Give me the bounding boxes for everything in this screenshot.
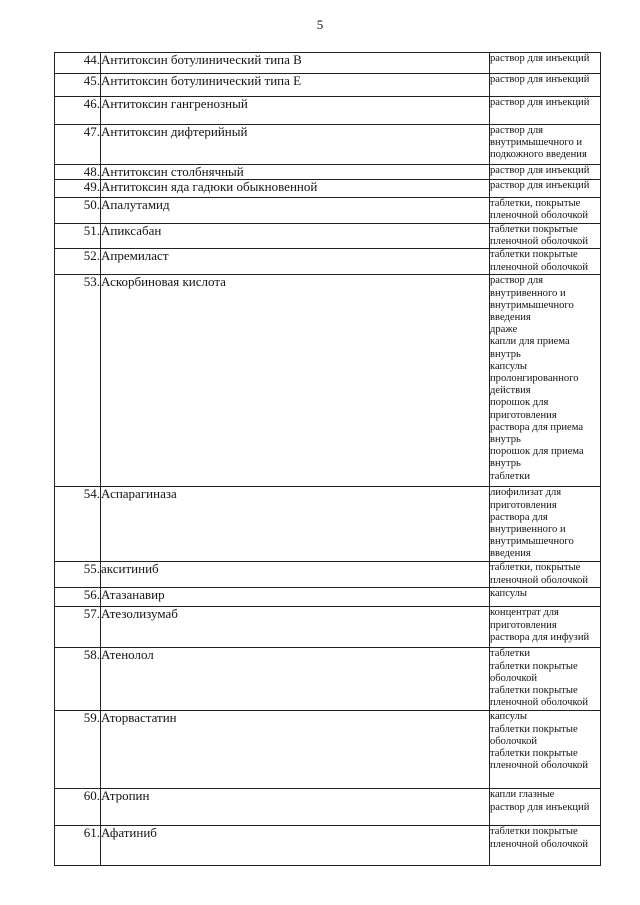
table-row xyxy=(55,125,601,165)
dosage-form: таблетки покрытые пленочной оболочкой xyxy=(490,748,589,772)
table-row xyxy=(55,648,601,711)
table-row xyxy=(55,53,601,74)
row-number: 55. xyxy=(55,562,101,588)
dosage-form: раствор для внутривенного и внутримышечного введения xyxy=(490,275,574,324)
dosage-form: концентрат для приготовления раствора для инфузий xyxy=(490,607,590,643)
drug-name: Антитоксин яда гадюки обыкновенной xyxy=(101,180,490,198)
drug-name: Атазанавир xyxy=(101,588,490,607)
dosage-forms-cell xyxy=(490,198,601,224)
table-row xyxy=(55,275,601,487)
table-row xyxy=(55,180,601,198)
dosage-form: раствор для инъекций xyxy=(490,801,590,813)
row-number: 51. xyxy=(55,224,101,249)
dosage-form: порошок для приема внутрь xyxy=(490,446,584,470)
row-number: 48. xyxy=(55,165,101,180)
table-row xyxy=(55,711,601,789)
dosage-form: драже xyxy=(490,324,518,336)
drug-name: Апиксабан xyxy=(101,224,490,249)
drug-name: Аспарагиназа xyxy=(101,487,490,562)
row-number: 60. xyxy=(55,789,101,826)
page-number: 5 xyxy=(316,17,324,32)
row-number: 58. xyxy=(55,648,101,711)
row-number: 49. xyxy=(55,180,101,198)
dosage-form: таблетки покрытые пленочной оболочкой xyxy=(490,685,589,709)
drug-name: Апалутамид xyxy=(101,198,490,224)
table-row xyxy=(55,607,601,648)
dosage-form: раствор для инъекций xyxy=(490,74,590,85)
drug-name: Аторвастатин xyxy=(101,711,490,789)
drug-name: Антитоксин ботулинический типа Е xyxy=(101,74,490,97)
table-row xyxy=(55,588,601,607)
drug-table xyxy=(54,52,601,866)
dosage-form: таблетки xyxy=(490,648,531,660)
dosage-form: раствор для инъекций xyxy=(490,97,590,108)
dosage-form: капсулы пролонгированного действия xyxy=(490,360,579,397)
drug-name: Атропин xyxy=(101,789,490,826)
dosage-form: таблетки покрытые пленочной оболочкой xyxy=(490,826,589,850)
dosage-forms-cell xyxy=(490,588,601,607)
table-row xyxy=(55,224,601,249)
row-number: 45. xyxy=(55,74,101,97)
drug-name: Аскорбиновая кислота xyxy=(101,275,490,487)
drug-name: Антитоксин дифтерийный xyxy=(101,125,490,165)
row-number: 47. xyxy=(55,125,101,165)
row-number: 44. xyxy=(55,53,101,74)
dosage-forms-cell xyxy=(490,97,601,125)
dosage-forms-cell xyxy=(490,224,601,249)
dosage-forms-cell xyxy=(490,180,601,198)
drug-name: Атенолол xyxy=(101,648,490,711)
dosage-form: капли глазные xyxy=(490,789,555,801)
dosage-form: таблетки, покрытые пленочной оболочкой xyxy=(490,198,589,222)
row-number: 53. xyxy=(55,275,101,487)
dosage-forms-cell xyxy=(490,826,601,866)
dosage-form: порошок для приготовления раствора для приема внутрь xyxy=(490,397,584,446)
row-number: 46. xyxy=(55,97,101,125)
dosage-forms-cell xyxy=(490,607,601,648)
dosage-form: таблетки покрытые оболочкой xyxy=(490,660,578,684)
dosage-form: таблетки xyxy=(490,470,531,482)
row-number: 56. xyxy=(55,588,101,607)
row-number: 54. xyxy=(55,487,101,562)
row-number: 57. xyxy=(55,607,101,648)
table-row xyxy=(55,74,601,97)
table-row xyxy=(55,165,601,180)
dosage-forms-cell xyxy=(490,648,601,711)
row-number: 61. xyxy=(55,826,101,866)
dosage-forms-cell xyxy=(490,275,601,487)
dosage-form: капли для приема внутрь xyxy=(490,336,570,360)
dosage-form: раствор для инъекций xyxy=(490,53,590,64)
dosage-forms-cell xyxy=(490,487,601,562)
dosage-form: раствор для инъекций xyxy=(490,165,590,176)
row-number: 59. xyxy=(55,711,101,789)
drug-table-body xyxy=(55,53,601,866)
drug-name: Антитоксин ботулинический типа В xyxy=(101,53,490,74)
dosage-form: раствор для инъекций xyxy=(490,180,590,191)
dosage-forms-cell xyxy=(490,249,601,275)
drug-name: акситиниб xyxy=(101,562,490,588)
dosage-form: лиофилизат для приготовления раствора для внутривенного и внутримышечного введения xyxy=(490,487,574,560)
dosage-forms-cell xyxy=(490,562,601,588)
table-row xyxy=(55,249,601,275)
drug-name: Атезолизумаб xyxy=(101,607,490,648)
dosage-forms-cell xyxy=(490,74,601,97)
row-number: 50. xyxy=(55,198,101,224)
table-row xyxy=(55,487,601,562)
table-row xyxy=(55,97,601,125)
drug-name: Антитоксин столбнячный xyxy=(101,165,490,180)
dosage-form: таблетки покрытые пленочной оболочкой xyxy=(490,224,589,248)
drug-name: Апремиласт xyxy=(101,249,490,275)
table-row xyxy=(55,198,601,224)
dosage-forms-cell xyxy=(490,125,601,165)
dosage-form: капсулы xyxy=(490,588,528,600)
dosage-forms-cell xyxy=(490,165,601,180)
dosage-forms-cell xyxy=(490,789,601,826)
dosage-forms-cell xyxy=(490,711,601,789)
dosage-form: капсулы xyxy=(490,711,528,723)
table-row xyxy=(55,562,601,588)
drug-name: Афатиниб xyxy=(101,826,490,866)
drug-name: Антитоксин гангренозный xyxy=(101,97,490,125)
table-row xyxy=(55,789,601,826)
row-number: 52. xyxy=(55,249,101,275)
dosage-form: таблетки покрытые пленочной оболочкой xyxy=(490,249,589,273)
dosage-form: таблетки, покрытые пленочной оболочкой xyxy=(490,562,589,586)
dosage-forms-cell xyxy=(490,53,601,74)
dosage-form: раствор для внутримышечного и подкожного введения xyxy=(490,125,587,161)
dosage-form: таблетки покрытые оболочкой xyxy=(490,723,578,747)
table-row xyxy=(55,826,601,866)
